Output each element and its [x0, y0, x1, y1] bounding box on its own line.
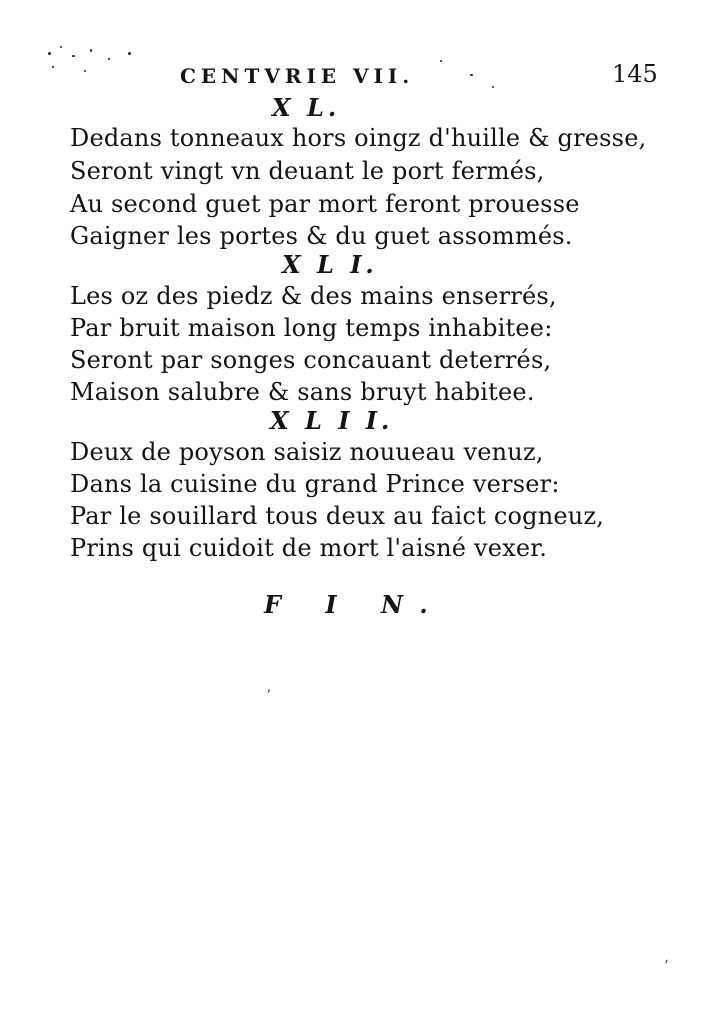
quatrain-number: X L I I. [270, 406, 394, 435]
verse-line: Prins qui cuidoit de mort l'aisné vexer. [70, 534, 548, 562]
verse-line: Par bruit maison long temps inhabitee: [70, 314, 553, 342]
verse-line: Maison salubre & sans bruyt habitee. [70, 378, 535, 406]
verse-line: Deux de poyson saisiz nouueau venuz, [70, 438, 544, 466]
quatrain-number: X L I. [282, 250, 378, 279]
verse-line: Seront par songes concauant deterrés, [70, 346, 552, 374]
fin-mark: F I N. [264, 590, 446, 619]
verse-line: Dans la cuisine du grand Prince verser: [70, 470, 560, 498]
verse-line: Les oz des piedz & des mains enserrés, [70, 282, 557, 310]
verse-line: Seront vingt vn deuant le port fermés, [70, 157, 545, 185]
stray-mark: ʻ [664, 958, 669, 974]
page-number: 145 [612, 60, 658, 88]
verse-line: Par le souillard tous deux au faict cogneuz, [70, 502, 605, 530]
quatrain-number: X L. [272, 93, 341, 122]
verse-line: Au second guet par mort feront prouesse [70, 190, 580, 218]
verse-line: Dedans tonneaux hors oingz d'huille & gresse, [70, 124, 647, 152]
verse-line: Gaigner les portes & du guet assommés. [70, 222, 573, 250]
running-title: CENTVRIE VII. [180, 64, 415, 88]
stray-mark: ʼ [266, 688, 271, 704]
